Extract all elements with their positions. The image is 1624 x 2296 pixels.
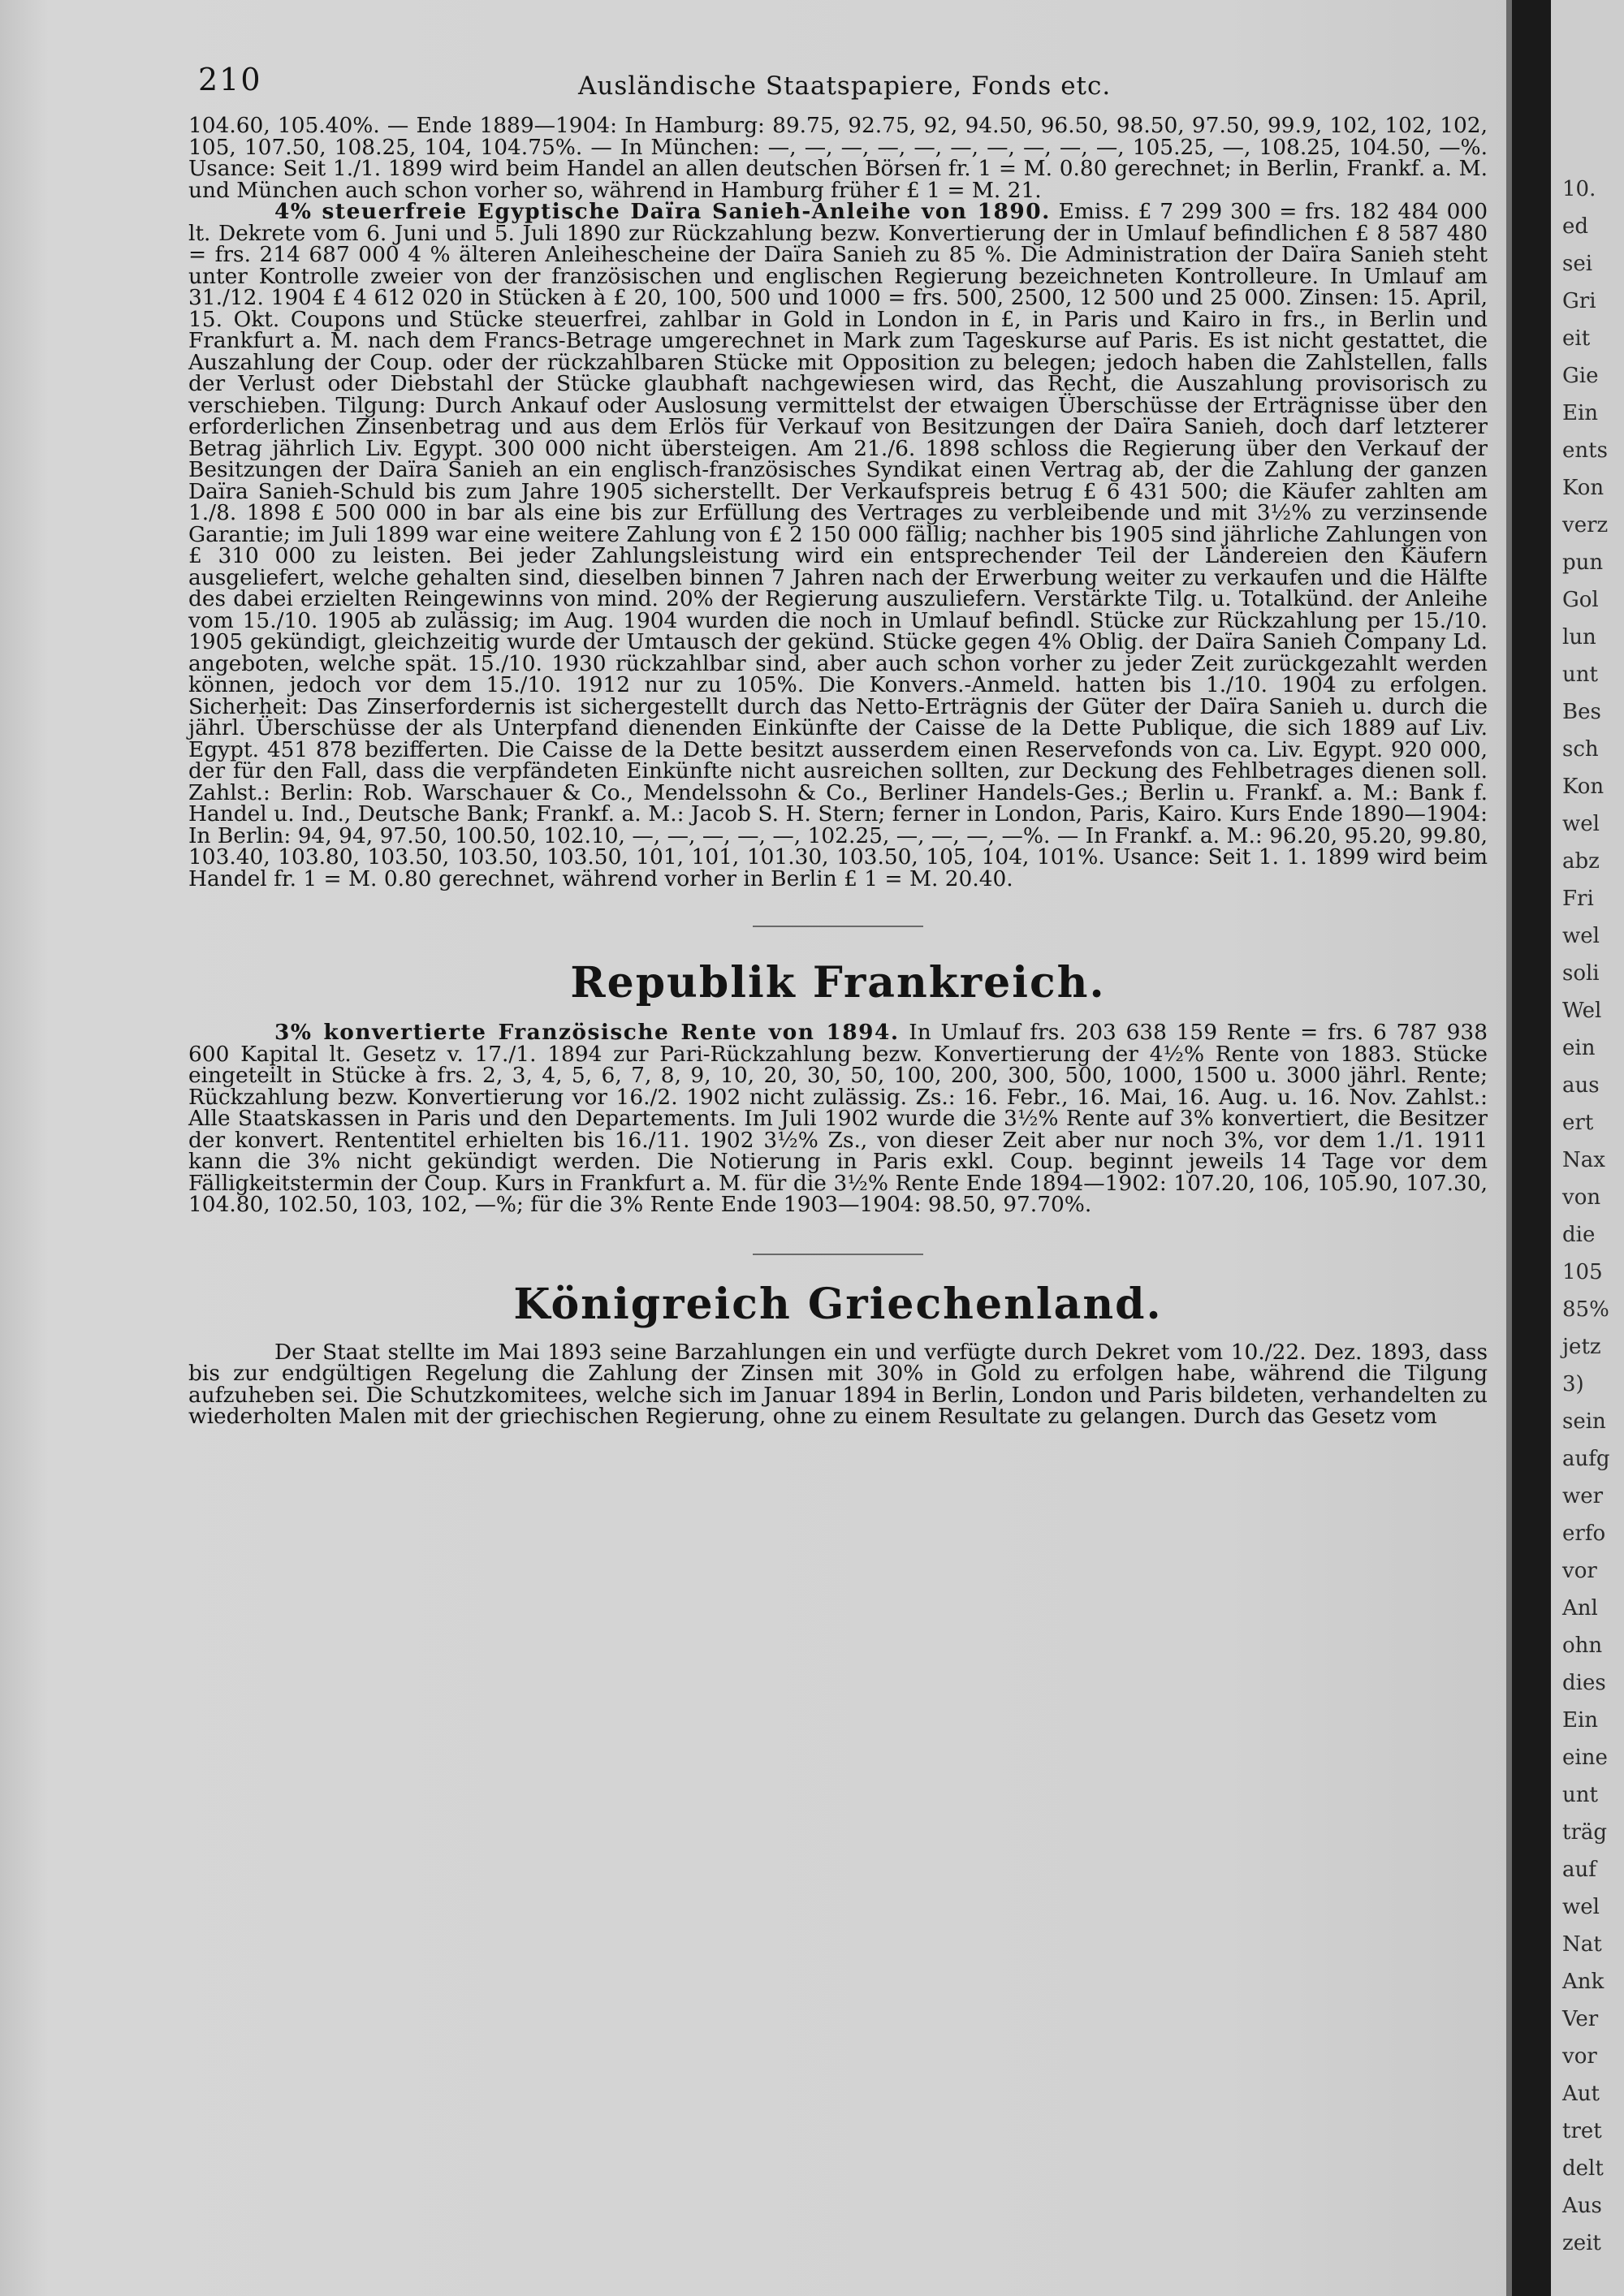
adjacent-page-fragment: Ank xyxy=(1562,1970,1605,1994)
adjacent-page-fragment: ohn xyxy=(1562,1634,1603,1658)
france-bond-heading: 3% konvertierte Französische Rente von 1894. xyxy=(274,1020,900,1045)
adjacent-page-fragment: Ein xyxy=(1562,1708,1599,1733)
adjacent-page-fragment: Anl xyxy=(1562,1596,1598,1621)
adjacent-page-fragment: unt xyxy=(1562,662,1598,687)
adjacent-page-fragment: sein xyxy=(1562,1409,1606,1434)
adjacent-page-fragment: jetz xyxy=(1562,1335,1601,1359)
adjacent-page-fragment: 85% xyxy=(1562,1297,1609,1322)
adjacent-page-fragment: Nax xyxy=(1562,1148,1605,1172)
adjacent-page-fragment: abz xyxy=(1562,849,1600,874)
adjacent-page-fragment: Ein xyxy=(1562,401,1599,425)
book-page xyxy=(188,58,1488,1428)
adjacent-page-fragment: eit xyxy=(1562,326,1591,351)
adjacent-page-fragment: verz xyxy=(1562,513,1609,537)
adjacent-page-fragment: erfo xyxy=(1562,1521,1606,1546)
adjacent-page-fragment: Gol xyxy=(1562,588,1599,612)
adjacent-page-fragment: unt xyxy=(1562,1783,1598,1807)
adjacent-page-fragment: aufg xyxy=(1562,1447,1610,1471)
running-head xyxy=(188,58,1488,107)
adjacent-page-fragment: Aut xyxy=(1562,2082,1600,2106)
adjacent-page-fragment: zeit xyxy=(1562,2231,1601,2255)
egypt-bond-paragraph xyxy=(188,201,1488,890)
adjacent-page-fragment: Kon xyxy=(1562,775,1605,799)
adjacent-page-fragment: sch xyxy=(1562,737,1599,762)
egypt-bond-body: Emiss. £ 7 299 300 = frs. 182 484 000 lt. Dekrete vom 6. Juni und 5. Juli 1890 zur Rückzahlung bezw. Konvertierung der in Umlauf befindlichen £ 8 587 480 = frs. 214 687 000 4 % älteren Anleihescheine der Daïra Sanieh zu 85 %. Die Administration der Daïra Sanieh steht unter Kontrolle zweier von der französischen und englischen Regierung bezeichneten Kontrolleure. In Umlauf am 31./12. 1904 £ 4 612 020 in Stücken à £ 20, 100, 500 und 1000 = frs. 500, 2500, 12 500 und 25 000. Zinsen: 15. April, 15. Okt. Coupons und Stücke steuerfrei, zahlbar in Gold in London in £, in Paris und Kairo in frs., in Berlin und Frankfurt a. M. nach dem Francs-Betrage umgerechnet in Mark zum Tageskurse auf Paris. Es ist nicht gestattet, die Auszahlung der Coup. oder der rückzahlbaren Stücke mit Opposition zu belegen; jedoch haben die Zahlstellen, falls der Verlust oder Diebstahl der Stücke glaubhaft nachgewiesen wird, das Recht, die Auszahlung provisorisch zu verschieben. Tilgung: Durch Ankauf oder Auslosung vermittelst der etwaigen Überschüsse der Erträgnisse über den erforderlichen Zinsenbetrag und aus dem Erlös für Verkauf von Besitzungen der Daïra Sanieh, doch darf letzterer Betrag jährlich Liv. Egypt. 300 000 nicht übersteigen. Am 21./6. 1898 schloss die Regierung über den Verkauf der Besitzungen der Daïra Sanieh an ein englisch-französisches Syndikat einen Vertrag ab, der die Zahlung der ganzen Daïra Sanieh-Schuld bis zum Jahre 1905 sicherstellt. Der Verkaufspreis betrug £ 6 431 500; die Käufer zahlten am 1./8. 1898 £ 500 000 in bar als eine bis zur Erfüllung des Vertrages zu verbleibende und mit 3½% zu verzinsende Garantie; im Juli 1899 war eine weitere Zahlung von £ 2 150 000 fällig; nachher bis 1905 sind jährliche Zahlungen von £ 310 000 zu leisten. Bei jeder Zahlungsleistung wird ein entsprechender Teil der Ländereien den Käufern ausgeliefert, welche gehalten sind, dieselben binnen 7 Jahren nach der Erwerbung weiter zu verkaufen und die Hälfte des dabei erzielten Reingewinns von mind. 20% der Regierung auszuliefern. Verstärkte Tilg. u. Totalkünd. der Anleihe vom 15./10. 1905 ab zulässig; im Aug. 1904 wurden die noch in Umlauf befindl. Stücke zur Rückzahlung per 15./10. 1905 gekündigt, gleichzeitig wurde der Umtausch der gekünd. Stücke gegen 4% Oblig. der Daïra Sanieh Company Ld. angeboten, welche spät. 15./10. 1930 rückzahlbar sind, aber auch schon vorher zu jeder Zeit zurückgezahlt werden können, jedoch vor dem 15./10. 1912 nur zu 105%. Die Konvers.-Anmeld. hatten bis 1./10. 1904 zu erfolgen. Sicherheit: Das Zinserfordernis ist sichergestellt durch das Netto-Erträgnis der Güter der Daïra Sanieh u. durch die jährl. Überschüsse der als Unterpfand dienenden Einkünfte der Caisse de la Dette Publique, die sich 1889 auf Liv. Egypt. 451 878 bezifferten. Die Caisse de la Dette besitzt ausserdem einen Reservefonds von ca. Liv. Egypt. 920 000, der für den Fall, dass die verpfändeten Einkünfte nicht ausreichen sollten, zur Deckung des Fehlbetrages dienen soll. Zahlst.: Berlin: Rob. Warschauer & Co., Mendelssohn & Co., Berliner Handels-Ges.; Berlin u. Frankf. a. M.: Bank f. Handel u. Ind., Deutsche Bank; Frankf. a. M.: Jacob S. H. Stern; ferner in London, Paris, Kairo. Kurs Ende 1890—1904: In Berlin: 94, 94, 97.50, 100.50, 102.10, —, —, —, —, —, 102.25, —, —, —, —%. — In Frankf. a. M.: 96.20, 95.20, 99.80, 103.40, 103.80, 103.50, 103.50, 103.50, 101, 101, 101.30, 103.50, 105, 104, 101%. Usance: Seit 1. 1. 1899 wird beim Handel fr. 1 = M. 0.80 gerechnet, während vorher in Berlin £ 1 = M. 20.40. xyxy=(188,199,1488,891)
france-bond-body: In Umlauf frs. 203 638 159 Rente = frs. 6 787 938 600 Kapital lt. Gesetz v. 17./1. 1894 zur Pari-Rückzahlung bezw. Konvertierung der 4½% Rente von 1883. Stücke eingeteilt in Stücke à frs. 2, 3, 4, 5, 6, 7, 8, 9, 10, 20, 30, 50, 100, 200, 300, 500, 1000, 1500 u. 3000 jährl. Rente; Rückzahlung bezw. Konvertierung vor 16./2. 1902 nicht zulässig. Zs.: 16. Febr., 16. Mai, 16. Aug. u. 16. Nov. Zahlst.: Alle Staatskassen in Paris und den Departements. Im Juli 1902 wurde die 3½% Rente auf 3% konvertiert, die Besitzer der konvert. Rententitel erhielten bis 16./11. 1902 3½% Zs., von dieser Zeit aber nur noch 3%, vor dem 1./1. 1911 kann die 3% nicht gekündigt werden. Die Notierung in Paris exkl. Coup. beginnt jeweils 14 Tage vor dem Fälligkeitstermin der Coup. Kurs in Frankfurt a. M. für die 3½% Rente Ende 1894—1902: 107.20, 106, 105.90, 107.30, 104.80, 102.50, 103, 102, —%; für die 3% Rente Ende 1903—1904: 98.50, 97.70%. xyxy=(188,1020,1488,1217)
adjacent-page-fragment: 10. xyxy=(1562,177,1596,201)
adjacent-page-fragment: wel xyxy=(1562,812,1600,836)
greece-paragraph: Der Staat stellte im Mai 1893 seine Barzahlungen ein und verfügte durch Dekret vom 10./22. Dez. 1893, dass bis zur endgültigen Regelung die Zahlung der Zinsen mit 30% in Gold zu erfolgen habe, während die Tilgung aufzuheben sei. Die Schutzkomitees, welche sich im Januar 1894 in Berlin, London und Paris bildeten, verhandelten zu wiederholten Malen mit der griechischen Regierung, ohne zu einem Resultate zu gelangen. Durch das Gesetz vom xyxy=(188,1339,1488,1429)
adjacent-page-fragment: lun xyxy=(1562,625,1596,650)
egypt-section xyxy=(188,115,1488,890)
greece-section xyxy=(188,1339,1488,1429)
greece-section-title: Königreich Griechenland. xyxy=(513,1279,1163,1329)
adjacent-page-fragment: delt xyxy=(1562,2156,1604,2181)
running-head-title: Ausländische Staatspapiere, Fonds etc. xyxy=(578,71,1112,101)
adjacent-page-fragment: pun xyxy=(1562,550,1604,575)
adjacent-page-fragment: ed xyxy=(1562,214,1589,239)
adjacent-page-fragment: ert xyxy=(1562,1111,1594,1135)
adjacent-page-fragment: Ver xyxy=(1562,2007,1599,2031)
adjacent-page-fragment: Gri xyxy=(1562,289,1596,313)
france-section-title: Republik Frankreich. xyxy=(570,958,1106,1008)
adjacent-page-fragment: Fri xyxy=(1562,887,1594,911)
adjacent-page-fragment: aus xyxy=(1562,1073,1600,1098)
adjacent-page-edge xyxy=(1551,0,1624,2296)
adjacent-page-fragment: Wel xyxy=(1562,999,1602,1023)
adjacent-page-fragment: Aus xyxy=(1562,2194,1602,2218)
adjacent-page-fragment: ein xyxy=(1562,1036,1596,1060)
egypt-bond-heading: 4% steuerfreie Egyptische Daïra Sanieh-Anleihe von 1890. xyxy=(274,199,1051,224)
adjacent-page-fragment: tret xyxy=(1562,2119,1602,2143)
book-gutter xyxy=(1512,0,1551,2296)
adjacent-page-fragment: Kon xyxy=(1562,476,1605,500)
adjacent-page-fragment: Nat xyxy=(1562,1932,1602,1957)
adjacent-page-fragment: Gie xyxy=(1562,364,1599,388)
adjacent-page-fragment: sei xyxy=(1562,252,1593,276)
france-bond-paragraph xyxy=(188,1022,1488,1216)
adjacent-page-fragment: ents xyxy=(1562,438,1608,463)
egypt-intro-paragraph: 104.60, 105.40%. — Ende 1889—1904: In Hamburg: 89.75, 92.75, 92, 94.50, 96.50, 98.50, 97.50, 99.9, 102, 102, 102, 105, 107.50, 108.25, 104, 104.75%. — In München: —, —, —, —, —, —, —, —, —, —, 105.25, —, 108.25, 104.50, —%. Usance: Seit 1./1. 1899 wird beim Handel an allen deutschen Börsen fr. 1 = M. 0.80 gerechnet; in Berlin, Frankf. a. M. und München auch schon vorher so, während in Hamburg früher £ 1 = M. 21. xyxy=(188,113,1488,203)
adjacent-page-fragment: träg xyxy=(1562,1820,1608,1845)
adjacent-page-fragment: die xyxy=(1562,1223,1596,1247)
adjacent-page-fragment: eine xyxy=(1562,1746,1608,1770)
page-number: 210 xyxy=(198,62,262,97)
adjacent-page-fragment: Bes xyxy=(1562,700,1601,724)
adjacent-page-fragment: vor xyxy=(1562,1559,1597,1583)
adjacent-page-fragment: wel xyxy=(1562,924,1600,948)
adjacent-page-fragment: soli xyxy=(1562,961,1600,986)
adjacent-page-fragment: vor xyxy=(1562,2044,1597,2069)
adjacent-page-fragment: von xyxy=(1562,1185,1601,1210)
adjacent-page-fragment: auf xyxy=(1562,1858,1596,1882)
adjacent-page-fragment: dies xyxy=(1562,1671,1606,1695)
adjacent-page-fragment: wel xyxy=(1562,1895,1600,1919)
adjacent-page-fragment: 105 xyxy=(1562,1260,1603,1284)
france-section xyxy=(188,1022,1488,1216)
adjacent-page-fragment: wer xyxy=(1562,1484,1604,1508)
adjacent-page-fragment: 3) xyxy=(1562,1372,1584,1396)
